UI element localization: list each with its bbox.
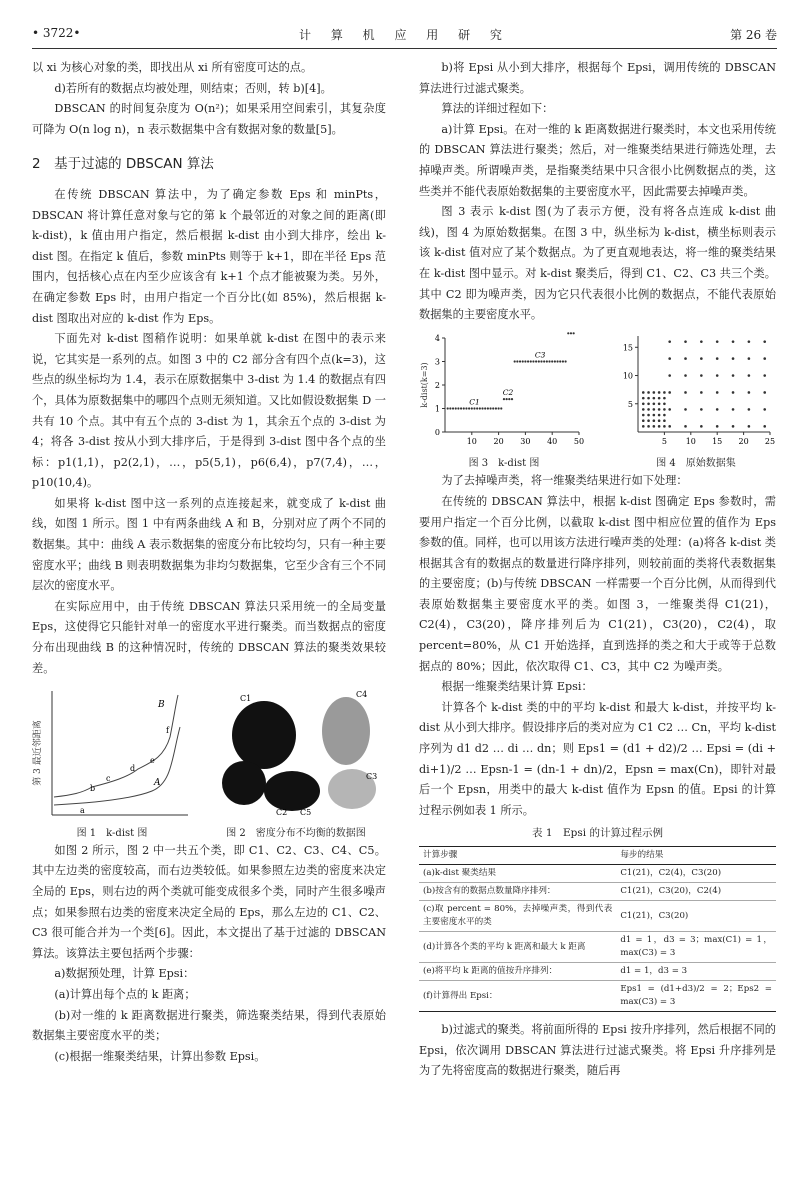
fig3-point — [479, 407, 481, 409]
table-row — [419, 932, 776, 963]
fig4-xtick-label: 25 — [764, 436, 776, 446]
figure-4-caption: 图 4 原始数据集 — [656, 458, 736, 470]
fig4-point — [653, 408, 656, 411]
page-header — [32, 26, 777, 48]
fig4-point — [658, 391, 661, 394]
fig3-point — [573, 332, 575, 334]
paragraph: b)将 Epsi 从小到大排序，根据每个 Epsi，调用传统的 DBSCAN 算法进行过滤式聚类。 — [419, 61, 776, 95]
fig4-point — [668, 425, 671, 428]
fig3-point — [449, 407, 451, 409]
original-dataset-chart — [616, 332, 776, 450]
fig4-point — [700, 408, 703, 411]
fig3-xtick-label: 30 — [520, 436, 531, 446]
table-header: 每步的结果 — [616, 847, 776, 865]
fig4-point — [663, 402, 666, 405]
fig3-ytick-label: 4 — [434, 333, 440, 343]
fig4-point — [653, 391, 656, 394]
fig3-point — [492, 407, 494, 409]
paragraph: 下面先对 k-dist 图稍作说明：如果单就 k-dist 在图中的表示来说，它其实是一系列的点。如图 3 中的 C2 部分含有四个点(k=3)，这些点的纵坐标均为 1.4，表示在原数据集中 3-dist 为 1.4 的数据点有四个，具体为原数据集中的哪四个点则无须知道。又比如假设数据集 D 一共有 10 个点。其中有五个点的 3-dist 为 1，其余五个点的 3-dist 为 4；将各 3-dist 按从小到大排序后，于是得到 3-dist 图中各个点的坐标：p1(1,1)，p2(2,1)，…，p5(5,1)，p6(6,4)，p7(7,4)，…，p10(10,4)。 — [32, 332, 386, 490]
fig4-point — [647, 402, 650, 405]
fig3-point — [514, 360, 516, 362]
paragraph: 以 xi 为核心对象的类，即找出从 xi 所有密度可达的点。 — [32, 61, 313, 74]
figure-1-caption: 图 1 k-dist 图 — [76, 827, 148, 839]
paragraph: (a)计算出每个点的 k 距离； — [54, 987, 196, 1001]
fig4-point — [663, 391, 666, 394]
fig4-point — [684, 408, 687, 411]
right-column — [419, 58, 776, 1082]
table-row — [419, 963, 776, 981]
density-scatter-image — [206, 687, 386, 819]
fig4-point — [700, 357, 703, 360]
table-cell: C1(21)，C3(20) — [616, 901, 776, 932]
cluster-c3a — [264, 771, 320, 811]
fig3-xtick-label: 50 — [573, 436, 585, 446]
curve-a — [54, 727, 180, 805]
paragraph: 图 3 表示 k-dist 图(为了表示方便，没有将各点连成 k-dist 曲线)，图 4 为原始数据集。在图 3 中，纵坐标为 k-dist，横坐标则表示该 k-dist 值对应了某个数据点。为了更直观地表达，将一维的聚类结果在 k-dist 图中显示。对 k-dist 聚类后，得到 C1、C2、C3 共三个类。其中 C2 即为噪声类，因为它只代表很小比例的数据点，不能代表原始数据集的主要密度水平。 — [419, 205, 776, 322]
fig4-point — [642, 419, 645, 422]
curve-a-label: A — [154, 778, 161, 789]
table-row — [419, 901, 776, 932]
fig4-point — [647, 419, 650, 422]
fig3-point — [535, 360, 537, 362]
fig4-point — [763, 357, 766, 360]
table-cell: C1(21)，C2(4)，C3(20) — [616, 865, 776, 883]
point-label-c: c — [106, 774, 111, 784]
fig4-point — [658, 419, 661, 422]
fig4-point — [642, 425, 645, 428]
fig3-point — [484, 407, 486, 409]
fig3-point — [473, 407, 475, 409]
fig4-point — [642, 413, 645, 416]
fig4-point — [642, 408, 645, 411]
table-row — [419, 865, 776, 883]
fig4-point — [763, 340, 766, 343]
fig4-point — [700, 374, 703, 377]
figure-1 — [32, 687, 192, 841]
volume-label: 第 26 卷 — [730, 28, 777, 42]
fig3-ytick-label: 3 — [434, 357, 440, 367]
page-number: • 3722• — [32, 26, 81, 40]
fig3-series-label: C1 — [469, 397, 480, 407]
fig3-point — [554, 360, 556, 362]
fig3-point — [565, 360, 567, 362]
point-label-d: d — [130, 764, 136, 774]
fig3-point — [487, 407, 489, 409]
fig4-point — [700, 425, 703, 428]
paragraph: 根据一维聚类结果计算 Epsi： — [441, 680, 593, 694]
figure-3-caption: 图 3 k-dist 图 — [468, 458, 540, 470]
fig3-point — [452, 407, 454, 409]
fig4-point — [668, 391, 671, 394]
fig3-series-label: C3 — [534, 350, 546, 360]
fig3-point — [543, 360, 545, 362]
paragraph: b)过滤式的聚类。将前面所得的 Epsi 按升序排列，然后根据不同的 Epsi，依次调用 DBSCAN 算法进行过滤式聚类。将 Epsi 升序排列是为了先将密度高的数据进行聚类，随后再 — [419, 1023, 776, 1078]
fig3-point — [465, 407, 467, 409]
fig4-point — [658, 397, 661, 400]
paragraph: 如果将 k-dist 图中这一系列的点连接起来，就变成了 k-dist 曲线，如图 1 所示。图 1 中有两条曲线 A 和 B，分别对应了两个不同的数据集。其中：曲线 A 表示数据集的密度分布比较均匀，只有一种主要密度水平；曲线 B 则表明数据集为非均匀数据集，它至少含有三个不同层次的密度水平。 — [32, 496, 386, 593]
fig3-point — [447, 407, 449, 409]
paragraph: d)若所有的数据点均被处理，则结束；否则，转 b)[4]。 — [54, 81, 332, 95]
fig3-point — [476, 407, 478, 409]
fig4-point — [653, 402, 656, 405]
fig4-point — [647, 413, 650, 416]
fig4-ytick-label: 15 — [622, 343, 633, 353]
fig4-point — [653, 397, 656, 400]
table-cell: (f)计算得出 Epsi： — [419, 981, 616, 1012]
fig4-point — [732, 391, 735, 394]
fig3-ylabel: k-dist(k=3) — [420, 362, 429, 408]
fig4-point — [763, 408, 766, 411]
fig4-xtick-label: 15 — [712, 436, 723, 446]
fig4-point — [748, 357, 751, 360]
fig4-point — [663, 425, 666, 428]
fig4-point — [663, 408, 666, 411]
fig3-point — [500, 407, 502, 409]
fig4-point — [716, 357, 719, 360]
fig3-ytick-label: 2 — [434, 380, 440, 390]
table-header: 计算步骤 — [419, 847, 616, 865]
fig4-point — [716, 425, 719, 428]
cluster-label-c5: C5 — [300, 808, 312, 818]
fig4-point — [748, 391, 751, 394]
fig3-point — [524, 360, 526, 362]
fig4-point — [663, 413, 666, 416]
point-label-e: e — [150, 756, 155, 766]
fig4-point — [663, 397, 666, 400]
fig4-point — [658, 413, 661, 416]
fig4-point — [653, 425, 656, 428]
fig4-point — [684, 340, 687, 343]
table-cell: Eps1 = (d1+d3)/2 = 2；Eps2 = max(C3) = 3 — [616, 981, 776, 1012]
paragraph: 如图 2 所示，图 2 中一共五个类，即 C1、C2、C3、C4、C5。其中左边类的密度较高，而右边类较低。如果参照左边类的密度来决定全局的 Eps，则右边的两个类就可能变成很多个类，同时产生很多噪声点；如果参照右边类的密度来决定全局的 Eps，那么左边的 C1、C2、C3 很可能合并为一个类[6]。因此，本文提出了基于过滤的 DBSCAN 算法。该算法主要包括两个步骤： — [32, 843, 386, 960]
fig3-point — [567, 332, 569, 334]
fig3-xtick-label: 40 — [547, 436, 558, 446]
fig4-point — [684, 425, 687, 428]
fig4-point — [763, 374, 766, 377]
table-cell: (d)计算各个类的平均 k 距离和最大 k 距离 — [419, 932, 616, 963]
table-cell: C1(21)，C3(20)，C2(4) — [616, 883, 776, 901]
figure-row-1-2 — [32, 687, 386, 841]
fig3-xtick-label: 10 — [466, 436, 477, 446]
fig4-point — [663, 419, 666, 422]
fig3-point — [471, 407, 473, 409]
table-cell: d1 = 1，d3 = 3 — [616, 963, 776, 981]
table-cell: d1 = 1，d3 = 3；max(C1) = 1，max(C3) = 3 — [616, 932, 776, 963]
table-row — [419, 981, 776, 1012]
fig3-point — [519, 360, 521, 362]
fig4-point — [748, 408, 751, 411]
paragraph: 为了去掉噪声类，将一维聚类结果进行如下处理： — [441, 474, 688, 488]
fig3-point — [538, 360, 540, 362]
fig3-point — [503, 398, 505, 400]
fig4-point — [700, 391, 703, 394]
fig3-point — [457, 407, 459, 409]
fig4-point — [653, 419, 656, 422]
fig4-point — [732, 425, 735, 428]
fig4-point — [716, 408, 719, 411]
paragraph: 在传统 DBSCAN 算法中，为了确定参数 Eps 和 minPts，DBSCAN 将计算任意对象与它的第 k 个最邻近的对象之间的距离(即 k-dist)，k 值由用户指定，然后根据 k-dist 由小到大排序，绘出 k-dist 图。在指定 k 值后，参数 minPts 则等于 k+1，即在半径 Eps 范围内，包括核心点在内至少应该含有 k+1 个点才能被聚为类。另外，在确定参数 Eps 时，由用户指定一个百分比(如 85%)，然后根据 k-dist 图取出对应的 k-dist 作为 Eps。 — [32, 187, 386, 325]
paragraph: 在实际应用中，由于传统 DBSCAN 算法只采用统一的全局变量 Eps，这使得它只能针对单一的密度水平进行聚类。而当数据点的密度分布出现曲线 B 的这种情况时，传统的 DBSCAN 算法的聚类效果较差。 — [32, 599, 386, 675]
fig4-point — [668, 357, 671, 360]
fig3-point — [463, 407, 465, 409]
fig4-point — [732, 408, 735, 411]
fig3-series-label: C2 — [502, 387, 514, 397]
fig3-point — [506, 398, 508, 400]
fig3-point — [511, 398, 513, 400]
point-label-b: b — [90, 784, 96, 794]
paragraph: 计算各个 k-dist 类的中的平均 k-dist 和最大 k-dist，并按平均 k-dist 从小到大排序。假设排序后的类对应为 C1 C2 … Cn，平均 k-dist 序列为 d1 d2 … di … dn；则 Eps1 = (d1 + d2)/2 … Epsi = (di + di+1)/2 … Epsn-1 = (dn-1 + dn)/2，Epsn = max(Cn)，即针对最后一个 Epsn，用类中的最大 k-dist 值作为 Epsn 的值。Epsi 的计算过程示例如表 1 所示。 — [419, 700, 776, 817]
cluster-label-c4: C4 — [356, 690, 368, 700]
fig3-point — [522, 360, 524, 362]
fig3-point — [460, 407, 462, 409]
fig3-point — [489, 407, 491, 409]
point-label-f: f — [166, 726, 169, 736]
fig4-xtick-label: 5 — [661, 436, 667, 446]
curve-b-label: B — [158, 700, 165, 711]
fig4-point — [642, 397, 645, 400]
fig4-point — [642, 391, 645, 394]
fig4-point — [647, 391, 650, 394]
fig4-point — [658, 425, 661, 428]
fig3-point — [498, 407, 500, 409]
header-rule — [32, 48, 777, 49]
paragraph: a)计算 Epsi。在对一维的 k 距离数据进行聚类时，本文也采用传统的 DBSCAN 算法进行聚类；然后，对一维聚类结果进行筛选处理，去掉噪声类。所谓噪声类，是指聚类结果中只含很小比例数据点的类，这些类并不能代表原始数据集的主要密度水平，因此需要去掉噪声类。 — [419, 122, 776, 198]
fig3-point — [548, 360, 550, 362]
cluster-label-c2: C2 — [276, 808, 288, 818]
fig3-point — [570, 332, 572, 334]
fig4-ytick-label: 10 — [622, 371, 633, 381]
kdist-curve-chart — [32, 687, 192, 819]
fig3-point — [559, 360, 561, 362]
fig4-point — [668, 408, 671, 411]
fig4-point — [732, 374, 735, 377]
fig3-point — [508, 398, 510, 400]
cluster-c1 — [232, 701, 296, 769]
fig4-point — [763, 425, 766, 428]
fig4-point — [684, 374, 687, 377]
paragraph: 在传统的 DBSCAN 算法中，根据 k-dist 图确定 Eps 参数时，需要用户指定一个百分比例，以截取 k-dist 图中相应位置的值作为 Eps 参数的值。同样，也可以用该方法进行噪声类的处理：(a)将各 k-dist 类根据其含有的数据点的数量进行降序排列，则较前面的类将代表数据集的主要密度；(b)与传统 DBSCAN 一样需要一个百分比例，从而得到代表原始数据集主要密度水平的类。如图 3，一维聚类得 C1(21)，C2(4)，C3(20)，降序排列后为 C1(21)，C3(20)，C2(4)，取 percent=80%，从 C1 开始选择，直到选择的类之和大于或等于总数据点的 80%；因此，依次取得 C1、C3，其中 C2 为噪声类。 — [419, 494, 776, 673]
fig3-point — [546, 360, 548, 362]
table-cell: (c)取 percent = 80%，去掉噪声类，得到代表主要密度水平的类 — [419, 901, 616, 932]
cluster-label-c1: C1 — [240, 694, 252, 704]
fig3-point — [455, 407, 457, 409]
kdist-scatter-chart — [419, 332, 589, 450]
fig3-point — [468, 407, 470, 409]
journal-title: 计 算 机 应 用 研 究 — [299, 28, 510, 42]
cluster-label-c3: C3 — [366, 772, 378, 782]
fig4-point — [658, 408, 661, 411]
fig4-point — [684, 391, 687, 394]
fig4-point — [668, 340, 671, 343]
fig1-ylabel: 第 3 最近邻距离 — [33, 720, 43, 786]
point-label-a: a — [80, 806, 85, 816]
fig4-point — [647, 425, 650, 428]
fig4-point — [700, 340, 703, 343]
fig4-point — [642, 402, 645, 405]
fig3-point — [530, 360, 532, 362]
fig3-point — [516, 360, 518, 362]
fig3-point — [562, 360, 564, 362]
fig4-point — [763, 391, 766, 394]
fig4-xtick-label: 10 — [685, 436, 696, 446]
fig3-point — [527, 360, 529, 362]
section-heading: 2 基于过滤的 DBSCAN 算法 — [32, 156, 214, 173]
fig4-point — [748, 340, 751, 343]
fig3-xtick-label: 20 — [493, 436, 504, 446]
fig3-point — [540, 360, 542, 362]
fig4-point — [748, 425, 751, 428]
figure-row-3-4 — [419, 332, 776, 472]
fig4-point — [732, 340, 735, 343]
paragraph: a)数据预处理，计算 Epsi： — [54, 967, 195, 981]
fig4-point — [668, 374, 671, 377]
fig4-ytick-label: 5 — [627, 399, 633, 409]
fig4-xtick-label: 20 — [738, 436, 749, 446]
fig4-point — [732, 357, 735, 360]
fig3-point — [495, 407, 497, 409]
paragraph: (b)对一维的 k 距离数据进行聚类，筛选聚类结果，得到代表原始数据集主要密度水平的类； — [32, 1008, 386, 1043]
fig3-point — [551, 360, 553, 362]
paragraph: DBSCAN 的时间复杂度为 O(n²)；如果采用空间索引，其复杂度可降为 O(n log n)，n 表示数据集中含有数据对象的数量[5]。 — [32, 102, 386, 136]
fig4-point — [716, 374, 719, 377]
figure-2 — [206, 687, 386, 841]
cluster-c2a — [222, 761, 266, 805]
fig4-point — [647, 408, 650, 411]
fig4-point — [716, 340, 719, 343]
table-cell: (a)k-dist 聚类结果 — [419, 865, 616, 883]
fig4-point — [716, 391, 719, 394]
fig3-point — [481, 407, 483, 409]
fig4-point — [658, 402, 661, 405]
figure-3 — [419, 332, 589, 472]
table-caption: 表 1 Epsi 的计算过程示例 — [532, 827, 663, 840]
fig4-point — [647, 397, 650, 400]
figure-2-caption: 图 2 密度分布不均衡的数据图 — [226, 827, 366, 839]
table-cell: (b)按含有的数据点数量降序排列： — [419, 883, 616, 901]
fig4-point — [653, 413, 656, 416]
fig3-ytick-label: 1 — [434, 404, 440, 414]
fig3-point — [556, 360, 558, 362]
fig4-point — [748, 374, 751, 377]
paragraph: 算法的详细过程如下： — [441, 102, 554, 116]
eps-calculation-table — [419, 846, 776, 1012]
table-row — [419, 883, 776, 901]
left-column — [32, 58, 386, 1067]
figure-4 — [616, 332, 776, 472]
paragraph: (c)根据一维聚类结果，计算出参数 Epsi。 — [54, 1049, 266, 1063]
fig4-point — [684, 357, 687, 360]
table-cell: (e)将平均 k 距离的值按升序排列： — [419, 963, 616, 981]
fig3-ytick-label: 0 — [434, 427, 440, 437]
fig3-point — [532, 360, 534, 362]
cluster-c4 — [322, 697, 370, 765]
